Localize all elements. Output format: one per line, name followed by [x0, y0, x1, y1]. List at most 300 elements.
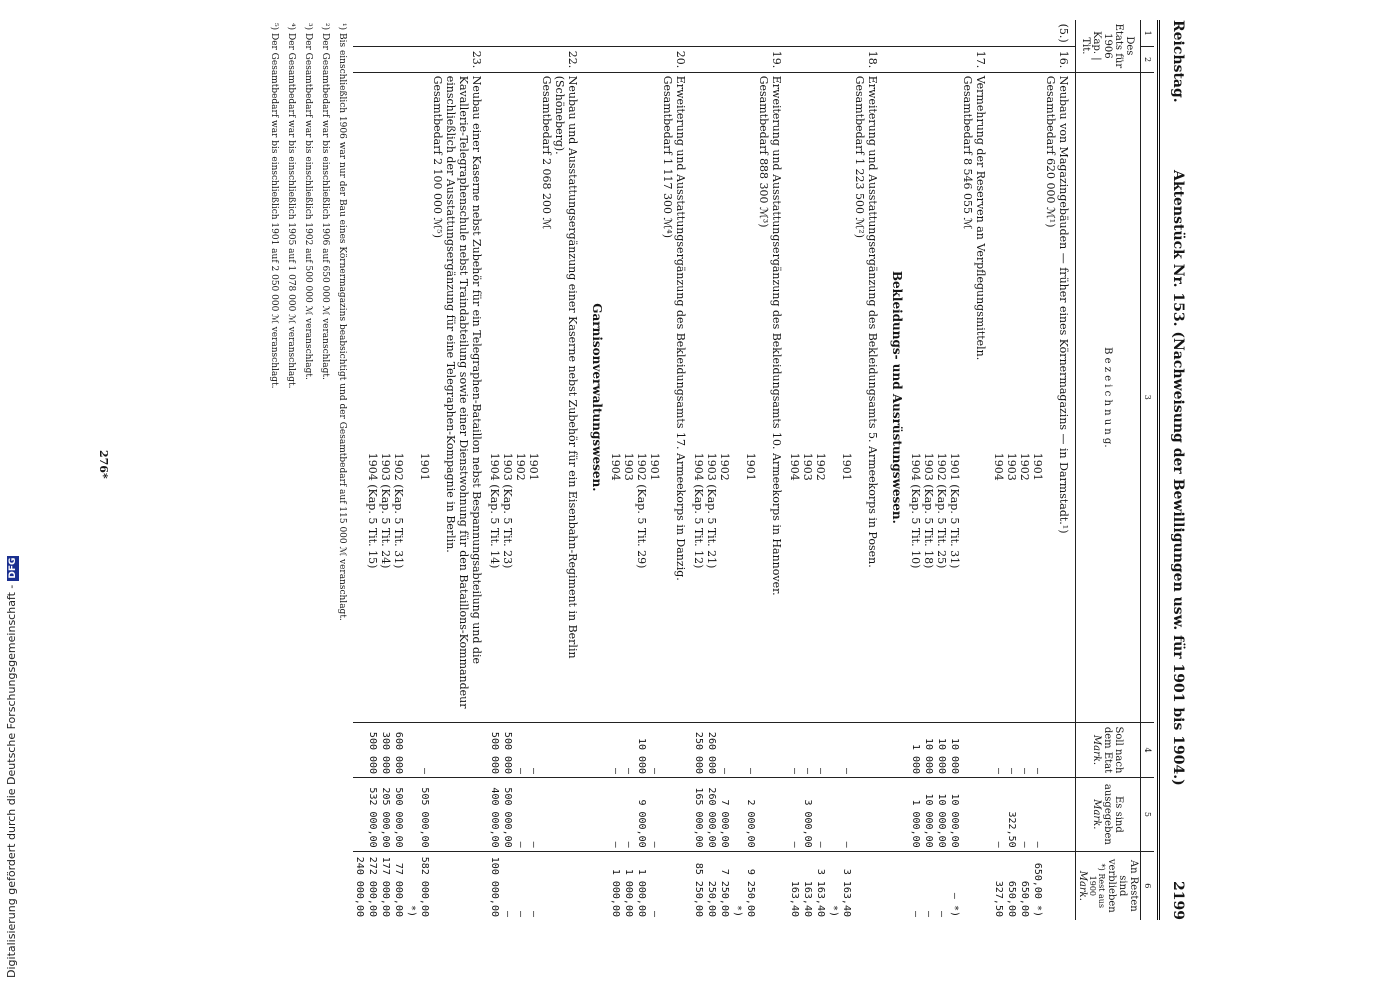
section-heading: Bekleidungs- und Ausrüstungswesen. [884, 72, 909, 722]
table-row [366, 20, 379, 920]
table-row [1005, 20, 1018, 920]
table-row [501, 20, 514, 920]
tit-cell [909, 47, 922, 73]
tit-cell [431, 47, 444, 73]
table-row [405, 20, 431, 920]
rest-cell: 327,50 [993, 880, 1004, 917]
rest-cell [444, 851, 488, 920]
aus-cell [553, 778, 584, 852]
tit-cell: 16. [1057, 47, 1076, 73]
soll-cell [353, 722, 366, 777]
tit-cell: 18. [866, 47, 884, 73]
tit-cell [527, 47, 540, 73]
rest-cell: 3 163,40 *) [828, 868, 852, 917]
kap-cell [392, 20, 405, 47]
year-cell: 1904 [788, 72, 801, 722]
tit-cell [692, 47, 705, 73]
footnote-row [268, 20, 285, 920]
tit-cell [731, 47, 757, 73]
tit-cell [827, 47, 853, 73]
tit-cell [922, 47, 935, 73]
table-row [718, 20, 731, 920]
rest-cell [884, 851, 909, 920]
soll-cell [540, 722, 553, 777]
section-row [884, 20, 909, 920]
footnote: ⁵) Der Gesamtbedarf war bis einschließlich 1901 auf 2 050 000 ℳ veranschlagt. [269, 23, 279, 389]
kap-cell [1005, 20, 1018, 47]
year-cell: 1903 (Kap. 5 Tit. 21) [705, 72, 718, 722]
kap-cell [431, 20, 444, 47]
soll-cell [757, 722, 770, 777]
table-body [268, 20, 1076, 920]
header-rule [1157, 20, 1160, 920]
section-row [584, 20, 609, 920]
kap-label: Kap. [1091, 31, 1103, 55]
aus-cell: 500 000,00 [501, 778, 514, 852]
year-cell: 1901 [827, 72, 853, 722]
aus-cell [853, 778, 866, 852]
year-cell: 1904 [609, 72, 622, 722]
rest-cell [431, 851, 444, 920]
year-cell: 1902 (Kap. 5 Tit. 29) [635, 72, 648, 722]
table-row [622, 20, 635, 920]
bezeichnung-cell: Gesamtbedarf 888 300 ℳ³) [757, 72, 770, 722]
kap-cell [622, 20, 635, 47]
rest-cell: 1 000,00 [636, 868, 647, 917]
table-row [353, 20, 366, 920]
kap-cell [1044, 20, 1057, 47]
year-cell: 1904 (Kap. 5 Tit. 10) [909, 72, 922, 722]
kap-cell [801, 20, 814, 47]
document-page [20, 0, 1220, 980]
table-row [731, 20, 757, 920]
tit-cell: 17. [974, 47, 992, 73]
tit-cell [379, 47, 392, 73]
soll-cell: 10 000 [948, 722, 961, 777]
aus-cell: — [527, 778, 540, 852]
unit-label: Mark. [1077, 870, 1088, 901]
table-row [674, 20, 692, 920]
sidebar [0, 0, 22, 1000]
kap-cell [540, 20, 553, 47]
tit-cell [1044, 47, 1057, 73]
kap-cell [527, 20, 540, 47]
rest-cell [1057, 851, 1076, 920]
rest-cell [584, 851, 609, 920]
rest-cell: 163,40 [789, 880, 800, 917]
year-cell: 1903 [1005, 72, 1018, 722]
aus-cell: 322,50 [1005, 778, 1018, 852]
kap-cell [661, 20, 674, 47]
kap-cell [705, 20, 718, 47]
year-cell: 1901 [405, 72, 431, 722]
kap-cell [961, 20, 974, 47]
bezeichnung-cell: Neubau einer Kaserne nebst Zubehör für ein Telegraphen-Bataillon nebst Bespannungsabteilung und die Kavallerie-Telegraphenschule nebst Traindabteilung sowie einer Dienstwohnung für den Bataillons-Kommandeur einschließlich der Ausstattungsergänzung für eine Telegraphen-Kompagnie in Berlin. [444, 72, 488, 722]
aus-cell: — [814, 778, 827, 852]
rest-cell [974, 851, 992, 920]
soll-cell [431, 722, 444, 777]
kap-cell [853, 20, 866, 47]
aus-cell: 9 000,00 [635, 778, 648, 852]
kap-cell [718, 20, 731, 47]
col-number: 6 [1141, 851, 1155, 920]
table-row [431, 20, 444, 920]
rest-cell [661, 851, 674, 920]
bezeichnung-cell: Gesamtbedarf 8 546 055 ℳ [961, 72, 974, 722]
aus-cell [444, 778, 488, 852]
rest-cell: 240 000,00 [354, 856, 365, 917]
rest-cell: 85 250,00 [693, 862, 704, 917]
kap-cell [974, 20, 992, 47]
kap-cell [514, 20, 527, 47]
tit-cell [635, 47, 648, 73]
aus-cell: — [1018, 778, 1031, 852]
table-row [488, 20, 501, 920]
aus-cell [584, 778, 609, 852]
bezeichnung-cell: Gesamtbedarf 620 000 ℳ¹) [1044, 72, 1057, 722]
year-cell: 1903 [622, 72, 635, 722]
table-row [757, 20, 770, 920]
bezeichnung-cell: Erweiterung und Ausstattungsergänzung des Bekleidungsamts 10. Armeekorps in Hannover. [770, 72, 788, 722]
tit-cell [757, 47, 770, 73]
footnote: ³) Der Gesamtbedarf war bis einschließlich 1902 auf 500 000 ℳ veranschlagt. [303, 23, 313, 380]
year-cell: 1904 (Kap. 5 Tit. 14) [488, 72, 501, 722]
rest-cell: — [515, 910, 526, 917]
tit-cell [1031, 47, 1044, 73]
digitization-credit [4, 18, 20, 978]
tit-cell [353, 47, 366, 73]
footnote: ²) Der Gesamtbedarf war bis einschließlich 1906 auf 650 000 ℳ veranschlagt. [320, 23, 330, 380]
footnote-row [319, 20, 336, 920]
bezeichnung-cell: Gesamtbedarf 1 223 500 ℳ²) [853, 72, 866, 722]
soll-cell [1057, 722, 1076, 777]
aus-cell [770, 778, 788, 852]
aus-cell [1044, 778, 1057, 852]
aus-cell: 10 000,00 [922, 778, 935, 852]
table-row [853, 20, 866, 920]
table-row [444, 20, 488, 920]
page-footer-number: 276* [97, 450, 110, 479]
kap-cell [584, 20, 609, 47]
rest-cell: 650,00 [1019, 880, 1030, 917]
header-title: Aktenstück Nr. 153. (Nachweisung der Bewilligungen usw. für 1901 bis 1904.) [1170, 170, 1186, 786]
bezeichnung-cell: Gesamtbedarf 1 117 300 ℳ⁴) [661, 72, 674, 722]
year-cell: 1901 [527, 72, 540, 722]
year-cell: 1901 [648, 72, 661, 722]
rest-note: *) Rest aus 1900 [1088, 863, 1106, 908]
aus-cell [661, 778, 674, 852]
kap-cell [948, 20, 961, 47]
credit-text: Digitalisierung gefördert durch die Deutsche Forschungsgemeinschaft - [5, 584, 18, 978]
tit-cell: 19. [770, 47, 788, 73]
kap-cell [757, 20, 770, 47]
soll-cell [866, 722, 884, 777]
soll-cell [674, 722, 692, 777]
soll-cell: — [992, 722, 1005, 777]
rest-header [1076, 851, 1141, 920]
rest-cell: — [502, 910, 513, 917]
aus-cell [674, 778, 692, 852]
bezeichnung-cell: Vermehrung der Reserven an Verpflegungsmitteln. [974, 72, 992, 722]
aus-cell: — [992, 778, 1005, 852]
soll-cell [961, 722, 974, 777]
soll-cell: — [1018, 722, 1031, 777]
rest-cell: 1 000,00 [610, 868, 621, 917]
soll-cell: 250 000 [692, 722, 705, 777]
footnote-row [336, 20, 353, 920]
year-cell: 1902 [814, 72, 827, 722]
tit-cell [992, 47, 1005, 73]
dfg-logo: DFG [8, 557, 18, 579]
kap-cell [884, 20, 909, 47]
table-row [705, 20, 718, 920]
table-row [609, 20, 622, 920]
appropriation-table [268, 20, 1154, 920]
table-row [935, 20, 948, 920]
aus-cell [353, 778, 366, 852]
section-heading: Garnisonverwaltungswesen. [584, 72, 609, 722]
kap-cell [1031, 20, 1044, 47]
table-row [527, 20, 540, 920]
rest-cell: — [910, 910, 921, 917]
table-row [974, 20, 992, 920]
table-row [1031, 20, 1044, 920]
kap-cell [488, 20, 501, 47]
tit-cell [853, 47, 866, 73]
kap-cell: (5.) [1057, 20, 1076, 47]
tit-cell [366, 47, 379, 73]
year-cell: 1903 (Kap. 5 Tit. 23) [501, 72, 514, 722]
aus-cell [974, 778, 992, 852]
aus-cell: — [514, 778, 527, 852]
tit-cell [405, 47, 431, 73]
tit-cell [392, 47, 405, 73]
rest-cell: — *) [949, 892, 960, 917]
tit-cell [884, 47, 909, 73]
year-cell: 1904 (Kap. 5 Tit. 15) [366, 72, 379, 722]
kap-cell [922, 20, 935, 47]
kap-cell [692, 20, 705, 47]
table-row [788, 20, 801, 920]
tit-label: Tit. [1080, 37, 1092, 55]
aus-cell [866, 778, 884, 852]
soll-cell: 600 000 [392, 722, 405, 777]
soll-cell: 10 000 [635, 722, 648, 777]
soll-cell: 500 000 [366, 722, 379, 777]
rest-cell [770, 851, 788, 920]
rest-cell: 3 163,40 [815, 868, 826, 917]
aus-cell: — [788, 778, 801, 852]
kap-cell [992, 20, 1005, 47]
soll-cell: — [405, 722, 431, 777]
aus-cell [757, 778, 770, 852]
aus-cell: 205 000,00 [379, 778, 392, 852]
rest-cell [553, 851, 584, 920]
year-cell: 1901 (Kap. 5 Tit. 31) [948, 72, 961, 722]
bezeichnung-cell: Erweiterung und Ausstattungsergänzung des Bekleidungsamts 5. Armeekorps in Posen. [866, 72, 884, 722]
table-row [922, 20, 935, 920]
rest-cell: 1 000,00 [623, 868, 634, 917]
aus-cell [540, 778, 553, 852]
soll-cell: — [827, 722, 853, 777]
kap-cell [674, 20, 692, 47]
soll-cell: — [718, 722, 731, 777]
kap-cell [553, 20, 584, 47]
soll-cell: — [648, 722, 661, 777]
soll-cell: — [622, 722, 635, 777]
rest-cell: 650,00 *) [1032, 862, 1043, 917]
year-cell: 1902 [1018, 72, 1031, 722]
bezeichnung-cell: Gesamtbedarf 2 068 200 ℳ [540, 72, 553, 722]
year-cell: 1903 [801, 72, 814, 722]
kap-cell [731, 20, 757, 47]
col-number: 2 [1141, 47, 1155, 73]
soll-cell: 500 000 [501, 722, 514, 777]
soll-cell [661, 722, 674, 777]
table-row [1044, 20, 1057, 920]
year-cell: 1904 (Kap. 5 Tit. 12) [692, 72, 705, 722]
rest-label: An Resten sind verblieben [1106, 858, 1139, 913]
footnote: ⁴) Der Gesamtbedarf war bis einschließlich 1905 auf 1 078 000 ℳ veranschlagt. [286, 23, 296, 389]
kap-cell [635, 20, 648, 47]
rest-cell: 177 000,00 [380, 856, 391, 917]
kap-cell [501, 20, 514, 47]
rest-cell: 7 250,00 [719, 868, 730, 917]
table-row [392, 20, 405, 920]
kap-cell [788, 20, 801, 47]
year-cell: 1903 (Kap. 5 Tit. 18) [922, 72, 935, 722]
table-row [948, 20, 961, 920]
soll-cell: — [609, 722, 622, 777]
soll-cell: — [514, 722, 527, 777]
rest-cell: — [528, 910, 539, 917]
year-cell: 1901 [731, 72, 757, 722]
soll-cell: 500 000 [488, 722, 501, 777]
rest-cell: 250,00 [706, 880, 717, 917]
col-number: 5 [1141, 778, 1155, 852]
table-row [827, 20, 853, 920]
soll-cell: 260 000 [705, 722, 718, 777]
table-row [992, 20, 1005, 920]
col-number: 4 [1141, 722, 1155, 777]
soll-cell [884, 722, 909, 777]
etat-label: Des Etats für 1906 [1102, 23, 1136, 69]
soll-cell: — [801, 722, 814, 777]
soll-header [1076, 722, 1141, 777]
kap-cell [609, 20, 622, 47]
rest-cell: 100 000,00 [489, 856, 500, 917]
kap-cell [827, 20, 853, 47]
table-row [692, 20, 705, 920]
rest-cell [866, 851, 884, 920]
bezeichnung-cell: Neubau von Magazingebäuden — früher eines Körnermagazins — in Darmstadt.¹) [1057, 72, 1076, 722]
soll-cell: — [1005, 722, 1018, 777]
header-left: Reichstag. [1170, 20, 1186, 103]
table-row [540, 20, 553, 920]
soll-cell: — [1031, 722, 1044, 777]
header-page-number: 2199 [1170, 881, 1186, 920]
aus-cell: — [827, 778, 853, 852]
table-row [1018, 20, 1031, 920]
kap-cell [405, 20, 431, 47]
aus-cell: 10 000,00 [935, 778, 948, 852]
tit-cell: 20. [674, 47, 692, 73]
aus-cell [884, 778, 909, 852]
header-row [1076, 20, 1141, 920]
aus-cell: 7 000,00 [718, 778, 731, 852]
table-row [648, 20, 661, 920]
kap-cell [935, 20, 948, 47]
tit-cell [935, 47, 948, 73]
etat-header: Des Etats für 1906 Kap. | Tit. [1076, 20, 1141, 72]
aus-cell: 165 000,00 [692, 778, 705, 852]
tit-cell [488, 47, 501, 73]
footnote-row [285, 20, 302, 920]
tit-cell [705, 47, 718, 73]
kap-cell [866, 20, 884, 47]
bezeichnung-cell [353, 72, 366, 722]
rest-cell [961, 851, 974, 920]
rest-cell [853, 851, 866, 920]
aus-cell: 3 000,00 [801, 778, 814, 852]
aus-cell: — [609, 778, 622, 852]
aus-cell [1057, 778, 1076, 852]
aus-cell [431, 778, 444, 852]
table-row [379, 20, 392, 920]
aus-cell: — [1031, 778, 1044, 852]
soll-cell [553, 722, 584, 777]
table-row [635, 20, 648, 920]
tit-cell [814, 47, 827, 73]
year-cell: 1904 [992, 72, 1005, 722]
rest-cell [540, 851, 553, 920]
aus-cell: — [622, 778, 635, 852]
tit-cell [648, 47, 661, 73]
rest-cell: 77 000,00 [393, 862, 404, 917]
year-cell: 1902 (Kap. 5 Tit. 25) [935, 72, 948, 722]
rest-cell: 582 000,00 *) [406, 856, 430, 917]
tit-cell [948, 47, 961, 73]
soll-cell: 1 000 [909, 722, 922, 777]
tit-cell [622, 47, 635, 73]
year-cell: 1901 [1031, 72, 1044, 722]
aus-cell: 400 000,00 [488, 778, 501, 852]
table-row [553, 20, 584, 920]
soll-cell [1044, 722, 1057, 777]
rest-cell: — [923, 910, 934, 917]
table-row [814, 20, 827, 920]
tit-cell: 22. [553, 47, 584, 73]
soll-cell: 300 000 [379, 722, 392, 777]
year-cell: 1902 [514, 72, 527, 722]
table-row [661, 20, 674, 920]
footnote: ¹) Bis einschließlich 1906 war nur der Bau eines Körnermagazins beabsichtigt und der Gesamtbedarf auf 115 000 ℳ veranschlagt. [337, 23, 347, 621]
soll-label: Soll nach dem Etat [1102, 726, 1125, 774]
rest-cell: 272 000,00 [367, 856, 378, 917]
tit-cell [1005, 47, 1018, 73]
aus-cell: 10 000,00 [948, 778, 961, 852]
kap-cell [648, 20, 661, 47]
rest-cell [674, 851, 692, 920]
tit-cell [584, 47, 609, 73]
aus-cell: 532 000,00 [366, 778, 379, 852]
tit-cell [514, 47, 527, 73]
aus-cell: 1 000,00 [909, 778, 922, 852]
tit-cell [501, 47, 514, 73]
kap-cell [814, 20, 827, 47]
unit-label: Mark. [1091, 799, 1103, 830]
soll-cell: — [527, 722, 540, 777]
